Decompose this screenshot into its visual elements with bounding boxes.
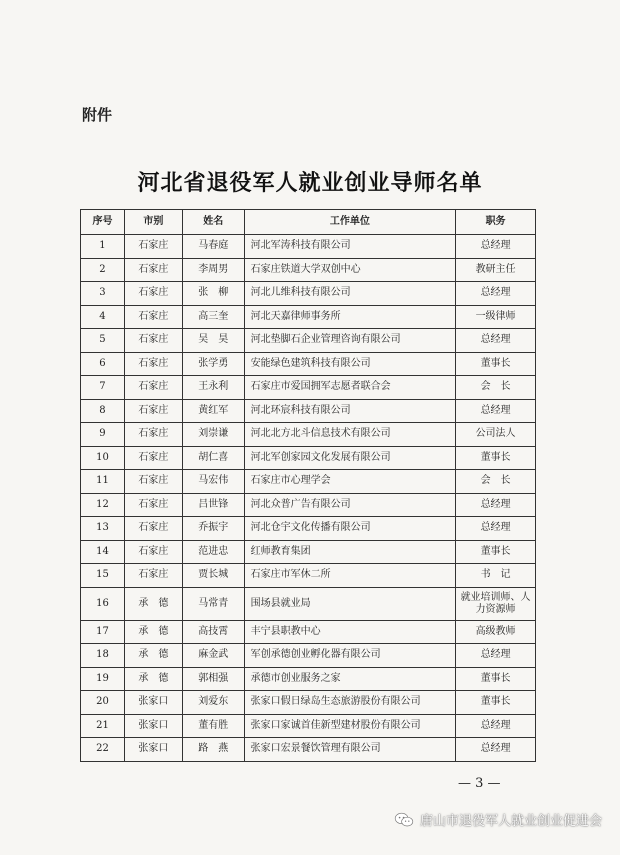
cell-position: 总经理: [456, 517, 536, 541]
cell-city: 承 德: [124, 667, 182, 691]
cell-name: 吕世锋: [182, 493, 244, 517]
cell-organization: 河北仓宇文化传播有限公司: [244, 517, 455, 541]
cell-organization: 丰宁县职教中心: [244, 620, 455, 644]
cell-name: 刘崇谦: [182, 423, 244, 447]
cell-index: 14: [81, 540, 125, 564]
cell-name: 路 燕: [182, 738, 244, 762]
attachment-label: 附件: [82, 106, 113, 124]
header-name: 姓名: [182, 210, 244, 235]
cell-name: 高三奎: [182, 305, 244, 329]
cell-position: 董事长: [456, 667, 536, 691]
header-city: 市别: [124, 210, 182, 235]
table-row: [81, 305, 536, 329]
table-row: [81, 376, 536, 400]
cell-city: 石家庄: [124, 517, 182, 541]
cell-city: 承 德: [124, 644, 182, 668]
cell-name: 范进忠: [182, 540, 244, 564]
cell-index: 16: [81, 587, 125, 620]
page-number: — 3 —: [458, 776, 501, 791]
cell-organization: 河北环宸科技有限公司: [244, 399, 455, 423]
cell-name: 吴 昊: [182, 329, 244, 353]
table-row: [81, 493, 536, 517]
cell-index: 3: [81, 282, 125, 306]
cell-city: 张家口: [124, 714, 182, 738]
cell-name: 马常青: [182, 587, 244, 620]
cell-position: 董事长: [456, 540, 536, 564]
cell-position: 董事长: [456, 691, 536, 715]
table-row: [81, 329, 536, 353]
cell-position: 会 长: [456, 376, 536, 400]
cell-organization: 河北儿维科技有限公司: [244, 282, 455, 306]
cell-city: 石家庄: [124, 399, 182, 423]
cell-position: 总经理: [456, 399, 536, 423]
cell-organization: 围场县就业局: [244, 587, 455, 620]
cell-city: 承 德: [124, 587, 182, 620]
table-row: [81, 540, 536, 564]
cell-city: 石家庄: [124, 235, 182, 259]
cell-position: 总经理: [456, 738, 536, 762]
cell-position: 一级律师: [456, 305, 536, 329]
watermark-text: 唐山市退役军人就业创业促进会: [419, 814, 602, 829]
cell-position: 总经理: [456, 714, 536, 738]
cell-index: 4: [81, 305, 125, 329]
table-row: [81, 399, 536, 423]
cell-name: 麻金武: [182, 644, 244, 668]
cell-organization: 红师教育集团: [244, 540, 455, 564]
cell-organization: 河北天嘉律师事务所: [244, 305, 455, 329]
cell-name: 王永利: [182, 376, 244, 400]
cell-index: 2: [81, 258, 125, 282]
cell-index: 19: [81, 667, 125, 691]
cell-city: 石家庄: [124, 376, 182, 400]
table-row: [81, 423, 536, 447]
cell-index: 17: [81, 620, 125, 644]
table-row: [81, 587, 536, 620]
cell-city: 张家口: [124, 691, 182, 715]
table-row: [81, 644, 536, 668]
cell-index: 7: [81, 376, 125, 400]
cell-index: 5: [81, 329, 125, 353]
cell-city: 石家庄: [124, 470, 182, 494]
cell-name: 乔振宇: [182, 517, 244, 541]
cell-name: 马宏伟: [182, 470, 244, 494]
cell-position: 总经理: [456, 235, 536, 259]
table-row: [81, 667, 536, 691]
mentor-table: [80, 209, 536, 762]
cell-organization: 河北军涛科技有限公司: [244, 235, 455, 259]
table-header-row: [81, 210, 536, 235]
cell-city: 张家口: [124, 738, 182, 762]
cell-city: 承 德: [124, 620, 182, 644]
cell-organization: 承德市创业服务之家: [244, 667, 455, 691]
table-row: [81, 235, 536, 259]
cell-city: 石家庄: [124, 282, 182, 306]
table-row: [81, 691, 536, 715]
table-row: [81, 352, 536, 376]
table-row: [81, 517, 536, 541]
cell-index: 20: [81, 691, 125, 715]
cell-position: 总经理: [456, 282, 536, 306]
cell-index: 10: [81, 446, 125, 470]
cell-city: 石家庄: [124, 564, 182, 588]
cell-organization: 石家庄铁道大学双创中心: [244, 258, 455, 282]
cell-city: 石家庄: [124, 540, 182, 564]
table-row: [81, 564, 536, 588]
cell-organization: 张家口假日绿岛生态旅游股份有限公司: [244, 691, 455, 715]
table-row: [81, 738, 536, 762]
page-title: 河北省退役军人就业创业导师名单: [137, 170, 483, 196]
cell-name: 张 柳: [182, 282, 244, 306]
cell-position: 董事长: [456, 352, 536, 376]
cell-city: 石家庄: [124, 329, 182, 353]
cell-position: 高级教师: [456, 620, 536, 644]
cell-position: 董事长: [456, 446, 536, 470]
cell-city: 石家庄: [124, 446, 182, 470]
cell-position: 教研主任: [456, 258, 536, 282]
cell-index: 9: [81, 423, 125, 447]
header-index: 序号: [81, 210, 125, 235]
cell-name: 黄红军: [182, 399, 244, 423]
table-row: [81, 470, 536, 494]
table-row: [81, 714, 536, 738]
cell-name: 张学勇: [182, 352, 244, 376]
watermark: [394, 810, 602, 829]
cell-position: 总经理: [456, 493, 536, 517]
cell-name: 郭相强: [182, 667, 244, 691]
cell-organization: 河北军创家园文化发展有限公司: [244, 446, 455, 470]
cell-index: 8: [81, 399, 125, 423]
cell-city: 石家庄: [124, 258, 182, 282]
cell-index: 11: [81, 470, 125, 494]
table-body: [81, 235, 536, 762]
cell-name: 董有胜: [182, 714, 244, 738]
cell-index: 18: [81, 644, 125, 668]
cell-name: 李周男: [182, 258, 244, 282]
cell-organization: 河北垫脚石企业管理咨询有限公司: [244, 329, 455, 353]
cell-name: 高技霄: [182, 620, 244, 644]
cell-city: 石家庄: [124, 305, 182, 329]
cell-organization: 石家庄市军休二所: [244, 564, 455, 588]
cell-index: 1: [81, 235, 125, 259]
cell-city: 石家庄: [124, 423, 182, 447]
cell-organization: 石家庄市心理学会: [244, 470, 455, 494]
cell-name: 胡仁喜: [182, 446, 244, 470]
cell-city: 石家庄: [124, 352, 182, 376]
cell-organization: 军创承德创业孵化器有限公司: [244, 644, 455, 668]
cell-position: 就业培训师、人力资源师: [456, 587, 536, 620]
table-row: [81, 620, 536, 644]
cell-organization: 张家口宏景餐饮管理有限公司: [244, 738, 455, 762]
cell-organization: 安能绿色建筑科技有限公司: [244, 352, 455, 376]
wechat-icon: [394, 812, 414, 828]
cell-organization: 石家庄市爱国拥军志愿者联合会: [244, 376, 455, 400]
cell-organization: 张家口家诚首佳新型建材股份有限公司: [244, 714, 455, 738]
cell-index: 13: [81, 517, 125, 541]
cell-position: 公司法人: [456, 423, 536, 447]
cell-position: 总经理: [456, 644, 536, 668]
cell-position: 书 记: [456, 564, 536, 588]
cell-index: 15: [81, 564, 125, 588]
cell-index: 12: [81, 493, 125, 517]
cell-organization: 河北众普广告有限公司: [244, 493, 455, 517]
cell-position: 会 长: [456, 470, 536, 494]
table-row: [81, 282, 536, 306]
cell-index: 6: [81, 352, 125, 376]
cell-index: 22: [81, 738, 125, 762]
header-organization: 工作单位: [244, 210, 455, 235]
cell-name: 马春庭: [182, 235, 244, 259]
cell-index: 21: [81, 714, 125, 738]
cell-position: 总经理: [456, 329, 536, 353]
cell-organization: 河北北方北斗信息技术有限公司: [244, 423, 455, 447]
table-row: [81, 258, 536, 282]
cell-city: 石家庄: [124, 493, 182, 517]
cell-name: 刘爱东: [182, 691, 244, 715]
header-position: 职务: [456, 210, 536, 235]
table-row: [81, 446, 536, 470]
cell-name: 贾长城: [182, 564, 244, 588]
